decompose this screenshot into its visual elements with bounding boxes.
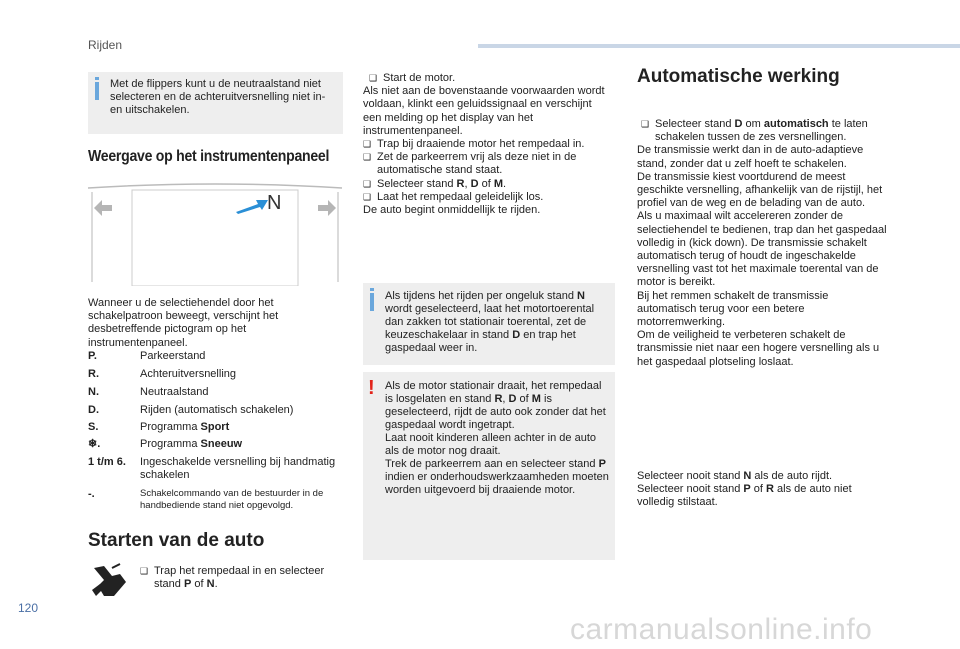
legend-row-dash: -. Schakelcommando van de bestuurder in de handbediende stand niet opgevolgd.	[88, 488, 324, 511]
warning-box	[363, 372, 615, 560]
start-bullet: ❑ Trap het rempedaal in en selecteer stand P of N.	[140, 565, 325, 591]
foot-brake-icon	[90, 562, 130, 602]
legend-row-manual: 1 t/m 6. Ingeschakelde versnelling bij handmatig schakelen	[88, 456, 336, 481]
legend-row-r: R. Achteruitversnelling	[88, 368, 236, 380]
info-note-text: Met de flippers kunt u de neutraalstand niet selecteren en de achteruitversnelling niet in- en uitschakelen.	[110, 78, 326, 116]
legend-row-p: P. Parkeerstand	[88, 350, 206, 362]
page-number: 120	[18, 601, 39, 615]
warning-icon: !	[368, 377, 375, 399]
legend-row-n: N. Neutraalstand	[88, 386, 209, 398]
info-icon	[95, 82, 99, 100]
legend-row-d: D. Rijden (automatisch schakelen)	[88, 404, 294, 416]
never-notes: Selecteer nooit stand N als de auto rijdt. Selecteer nooit stand P of R als de auto niet volledig stilstaat.	[637, 470, 852, 509]
legend-row-s: S. Programma Sport	[88, 421, 230, 433]
start-title: Starten van de auto	[88, 530, 265, 551]
warning-text: Als de motor stationair draait, het rempedaal is losgelaten en stand R, D of M is geselecteerd, rijdt de auto ook zonder dat het gaspedaal wordt ingetrapt. Laat nooit kinderen alleen achter in de auto als de motor nog draait. Trek de parkeerrem aan en selecteer stand P indien er onderhoudswerkzaamheden moeten worden uitgevoerd bij draaiende motor.	[385, 380, 609, 496]
cluster-svg	[86, 178, 344, 286]
neutral-info-box	[363, 283, 615, 365]
section-title-display: Weergave op het instrumentenpaneel	[88, 148, 330, 165]
arrow-left-icon	[94, 200, 112, 216]
automatic-title: Automatische werking	[637, 66, 840, 87]
cluster-paragraph: Wanneer u de selectiehendel door het schakelpatroon beweegt, verschijnt het desbetreffende pictogram op het instrumentenpaneel.	[88, 297, 279, 349]
instrument-cluster-illustration	[86, 178, 344, 286]
info-icon	[370, 293, 374, 311]
section-header: Rijden	[88, 38, 123, 52]
legend-row-snow: ❄. Programma Sneeuw	[88, 438, 243, 450]
flippers-info-note	[88, 72, 343, 134]
arrow-right-icon	[318, 200, 336, 216]
neutral-info-text: Als tijdens het rijden per ongeluk stand N wordt geselecteerd, laat het motortoerental dan zakken tot stationair toerental, zet de keuzeschakelaar in stand D en trap het gaspedaal weer in.	[385, 290, 595, 354]
automatic-body: ❑ Selecteer stand D om automatisch te laten schakelen tussen de zes versnellingen. De transmissie werkt dan in de auto-adaptieve stand, zonder dat u zelf hoeft te schakelen. De transmissie kiest voortdurend de meest geschikte versnelling, afhankelijk van de rijstijl, het profiel van de weg en de belading van de auto. Als u maximaal wilt accelereren zonder de selectiehendel te bedienen, trap dan het gaspedaal volledig in (kick down). De transmissie schakelt automatisch terug of houdt de ingeschakelde versnelling vast tot het maximale toerental van de motor is bereikt. Bij het remmen schakelt de transmissie automatisch terug voor een betere motorremwerking. Om de veiligheid te verbeteren schakelt de transmissie niet naar een hogere versnelling als u het gaspedaal plotseling loslaat.	[637, 118, 887, 368]
header-divider	[478, 44, 960, 48]
cluster-gear-indicator: N	[267, 192, 282, 214]
start-steps: ❑ Start de motor. Als niet aan de bovenstaande voorwaarden wordt voldaan, klinkt een geluidssignaal en verschijnt een melding op het display van het instrumentenpaneel. ❑ Trap bij draaiende motor het rempedaal in. ❑ Zet de parkeerrem vrij als deze niet in de automatische stand staat. ❑ Selecteer stand R, D of M. ❑ Laat het rempedaal geleidelijk los. De auto begint onmiddellijk te rijden.	[363, 72, 605, 217]
watermark: carmanualsonline.info	[570, 613, 873, 646]
